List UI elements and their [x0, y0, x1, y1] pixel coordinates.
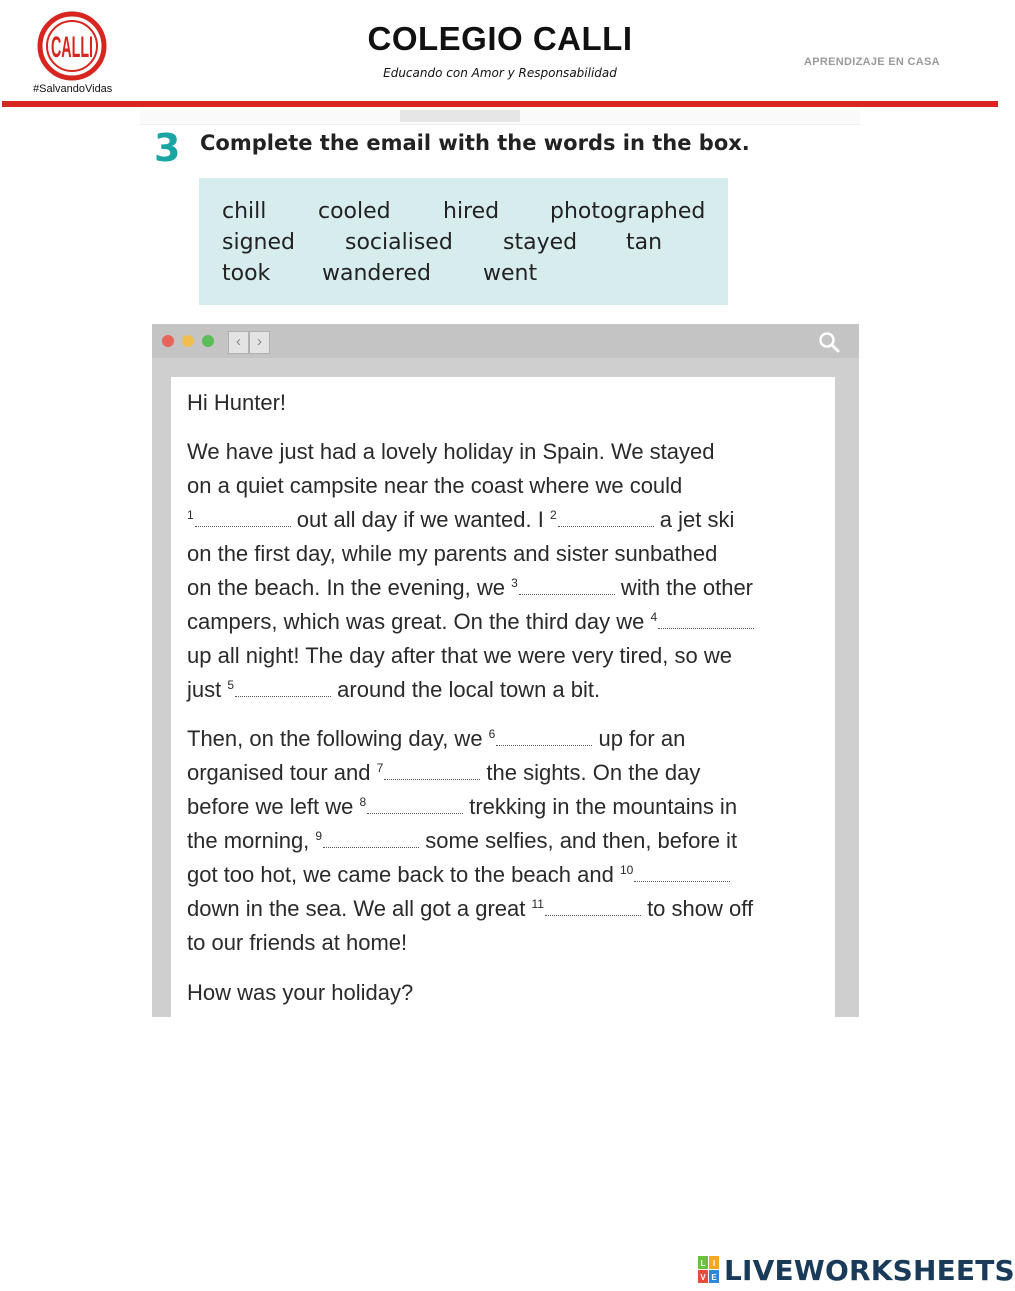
- word-item: cooled: [318, 199, 391, 224]
- email-line: the morning, $^9$ some selfies, and then, before it: [187, 828, 738, 853]
- close-dot-icon: [162, 335, 174, 347]
- logo-letters: CALLI: [51, 31, 93, 64]
- blank-number: 7: [376, 761, 384, 775]
- email-line: got too hot, we came back to the beach and $^{10}$: [187, 862, 730, 888]
- hashtag: #SalvandoVidas: [33, 83, 113, 95]
- email-line: on the beach. In the evening, we $^3$ with the other: [187, 575, 753, 600]
- answer-blank-6[interactable]: [496, 731, 592, 746]
- answer-blank-11[interactable]: [545, 901, 641, 916]
- word-item: went: [483, 261, 538, 286]
- exercise-number: 3: [154, 126, 181, 170]
- answer-blank-4[interactable]: [658, 614, 754, 629]
- word-item: tan: [626, 230, 663, 255]
- word-item: photographed: [550, 199, 706, 224]
- blank-number: 9: [315, 829, 323, 843]
- word-item: socialised: [345, 230, 453, 255]
- logo-letter: I: [712, 1259, 716, 1268]
- school-motto: Educando con Amor y Responsabilidad: [383, 66, 617, 80]
- logo-letter: E: [711, 1273, 717, 1282]
- blank-number: 5: [227, 678, 235, 692]
- email-line: before we left we $^8$ trekking in the mountains in: [187, 794, 738, 819]
- email-greeting: Hi Hunter!: [187, 390, 287, 415]
- word-item: chill: [222, 199, 267, 224]
- answer-blank-3[interactable]: [519, 580, 615, 595]
- answer-blank-1[interactable]: [195, 512, 291, 527]
- email-line: campers, which was great. On the third day we $^4$: [187, 609, 754, 635]
- aprendizaje-label: APRENDIZAJE EN CASA: [804, 56, 940, 68]
- exercise-instruction: Complete the email with the words in the box.: [200, 131, 750, 155]
- back-arrow-icon[interactable]: ‹: [228, 331, 249, 354]
- blank-number: 4: [650, 610, 658, 624]
- liveworksheets-logo-icon: [698, 1256, 720, 1284]
- word-item: hired: [443, 199, 500, 224]
- answer-blank-10[interactable]: [634, 867, 730, 882]
- email-closing: How was your holiday?: [187, 980, 414, 1005]
- email-line: organised tour and $^7$ the sights. On the day: [187, 760, 701, 785]
- logo-letter: V: [700, 1273, 706, 1282]
- answer-blank-2[interactable]: [558, 512, 654, 527]
- blank-number: 10: [619, 863, 634, 877]
- answer-blank-5[interactable]: [235, 682, 331, 697]
- answer-blank-9[interactable]: [323, 833, 419, 848]
- email-line: $^1$ out all day if we wanted. I $^2$ a jet ski: [187, 507, 735, 532]
- maximize-dot-icon: [202, 335, 214, 347]
- minimize-dot-icon: [182, 335, 194, 347]
- word-box: [199, 178, 728, 305]
- word-item: signed: [222, 230, 295, 255]
- scan-tab: [400, 110, 520, 122]
- email-line: on the first day, while my parents and sister sunbathed: [187, 541, 718, 566]
- word-item: took: [222, 261, 271, 286]
- email-line: on a quiet campsite near the coast where we could: [187, 473, 683, 498]
- liveworksheets-brand: LIVEWORKSHEETS: [724, 1254, 1015, 1287]
- blank-number: 8: [359, 795, 367, 809]
- email-line: down in the sea. We all got a great $^{11}$ to show off: [187, 896, 754, 921]
- word-item: stayed: [503, 230, 578, 255]
- blank-number: 3: [511, 576, 518, 590]
- email-line: to our friends at home!: [187, 930, 408, 955]
- answer-blank-7[interactable]: [384, 765, 480, 780]
- forward-arrow-icon[interactable]: ›: [249, 331, 270, 354]
- blank-number: 2: [549, 508, 557, 522]
- logo-letter: L: [700, 1259, 706, 1268]
- search-icon[interactable]: [817, 330, 841, 354]
- blank-number: 11: [531, 897, 544, 911]
- blank-number: 6: [488, 727, 496, 741]
- email-line: We have just had a lovely holiday in Spain. We stayed: [187, 439, 715, 464]
- school-name: COLEGIO CALLI: [367, 20, 633, 57]
- blank-number: 1: [187, 508, 194, 522]
- email-line: Then, on the following day, we $^6$ up for an: [187, 726, 686, 751]
- email-line: just $^5$ around the local town a bit.: [187, 677, 601, 702]
- answer-blank-8[interactable]: [367, 799, 463, 814]
- email-line: up all night! The day after that we were very tired, so we: [187, 643, 732, 668]
- header-divider: [2, 101, 998, 107]
- word-item: wandered: [322, 261, 431, 286]
